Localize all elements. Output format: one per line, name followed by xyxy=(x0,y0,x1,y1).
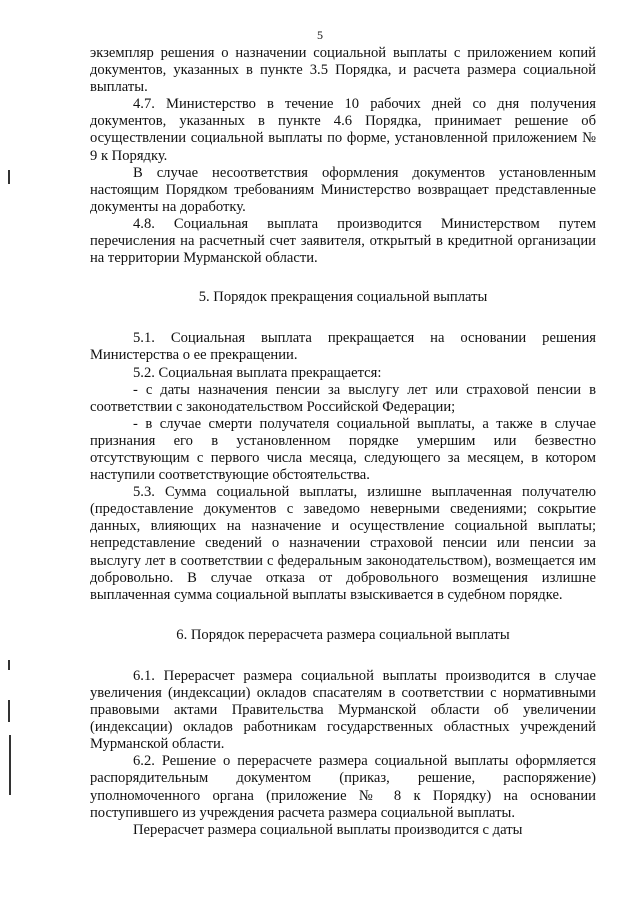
paragraph: Перерасчет размера социальной выплаты производится с даты xyxy=(133,821,523,838)
section-4-continued xyxy=(90,45,596,267)
section-heading-5: 5. Порядок прекращения социальной выплаты xyxy=(198,289,488,306)
paragraph: - в случае смерти получателя социальной выплаты, а также в случае признания его в установленном порядке умершим или безвестно отсутствующим с первого числа месяца, следующего за месяцем, в котором наступили соответствующие обстоятельства. xyxy=(90,415,596,484)
paragraph: экземпляр решения о назначении социальной выплаты с приложением копий документов, указанных в пункте 3.5 Порядка, и расчета размера социальной выплаты. xyxy=(90,45,596,96)
paragraph: В случае несоответствия оформления документов установленным настоящим Порядком требованиям Министерство возвращает представленные документы на доработку. xyxy=(90,164,596,215)
paragraph: 4.8. Социальная выплата производится Министерством путем перечисления на расчетный счет заявителя, открытый в кредитной организации на территории Мурманской области. xyxy=(90,215,596,267)
paragraph: 6.2. Решение о перерасчете размера социальной выплаты оформляется распорядительным документом (приказ, решение, распоряжение) уполномоченного органа (приложение № 8 к Порядку) на основании поступившего из учреждения расчета размера социальной выплаты. xyxy=(90,753,596,821)
paragraph: 4.7. Министерство в течение 10 рабочих дней со дня получения документов, указанных в пункте 4.6 Порядка, принимает решение об осуществлении социальной выплаты по форме, установленной приложением № 9 к Порядку. xyxy=(90,96,596,164)
scan-mark xyxy=(9,735,11,795)
paragraph: 5.3. Сумма социальной выплаты, излишне выплаченная получателю (предоставление документов с заведомо неверными сведениями; сокрытие данных, влияющих на назначение и осуществление социальной выплаты; непредставление сведений о назначении страховой пенсии или пенсии за выслугу лет в соответствии с федеральным законодательством), возмещается им добровольно. В случае отказа от добровольного возмещения излишне выплаченная сумма социальной выплаты взыскивается в судебном порядке. xyxy=(90,484,596,603)
document-body xyxy=(90,45,596,839)
section-6 xyxy=(90,668,596,839)
paragraph: 5.2. Социальная выплата прекращается: xyxy=(133,364,382,381)
section-heading-6: 6. Порядок перерасчета размера социальной выплаты xyxy=(176,626,510,643)
scan-mark xyxy=(8,700,10,722)
section-5 xyxy=(90,330,596,604)
paragraph: - с даты назначения пенсии за выслугу лет или страховой пенсии в соответствии с законодательством Российской Федерации; xyxy=(90,381,596,415)
paragraph: 5.1. Социальная выплата прекращается на основании решения Министерства о ее прекращении. xyxy=(90,330,596,364)
scan-mark xyxy=(8,170,10,184)
scan-mark xyxy=(8,660,10,670)
paragraph: 6.1. Перерасчет размера социальной выплаты производится в случае увеличения (индексации) окладов спасателям в соответствии с нормативными правовыми актами Правительства Мурманской области об увеличении (индексации) окладов работникам государственных областных учреждений Мурманской области. xyxy=(90,667,596,753)
page-number: 5 xyxy=(317,28,323,42)
